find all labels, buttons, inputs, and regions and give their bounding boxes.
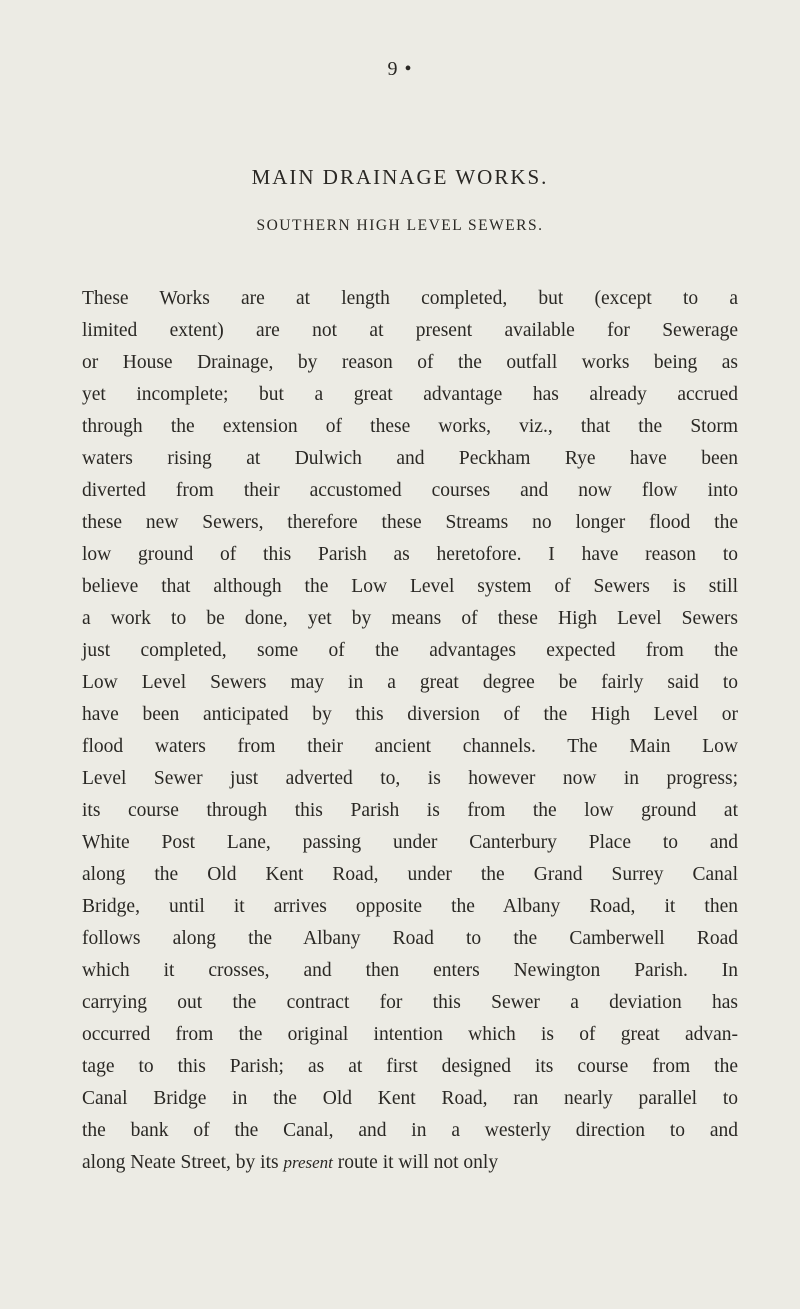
text-line: limited extent) are not at present available for Sewerage [82,320,738,341]
text-line: diverted from their accustomed courses and now flow into [82,480,738,501]
emphasis-present: present [283,1153,333,1172]
text-line: believe that although the Low Level system of Sewers is still [82,576,738,597]
page-title: MAIN DRAINAGE WORKS. [251,165,549,189]
text-line: low ground of this Parish as heretofore. I have reason to [82,544,738,565]
text-line: or House Drainage, by reason of the outfall works being as [82,352,738,373]
text-line: Low Level Sewers may in a great degree be fairly said to [82,672,738,693]
page-subtitle: SOUTHERN HIGH LEVEL SEWERS. [256,217,544,234]
final-line-before: along Neate Street, by its [82,1152,279,1173]
final-line-after: route it will not only [337,1152,499,1173]
text-line: Canal Bridge in the Old Kent Road, ran nearly parallel to [82,1088,738,1109]
text-line: just completed, some of the advantages expected from the [82,640,738,661]
page-number: 9 • [387,58,413,80]
text-line: have been anticipated by this diversion of the High Level or [82,704,738,725]
text-line: follows along the Albany Road to the Camberwell Road [82,928,738,949]
text-line: the bank of the Canal, and in a westerly direction to and [82,1120,738,1141]
text-line: tage to this Parish; as at first designed its course from the [82,1056,738,1077]
text-line: these new Sewers, therefore these Streams no longer flood the [82,512,738,533]
text-line: These Works are at length completed, but (except to a [82,288,738,309]
text-line: waters rising at Dulwich and Peckham Rye have been [82,448,738,469]
text-line: a work to be done, yet by means of these High Level Sewers [82,608,738,629]
text-line: flood waters from their ancient channels. The Main Low [82,736,738,757]
text-line: its course through this Parish is from the low ground at [82,800,738,821]
text-line: occurred from the original intention which is of great advan- [82,1024,738,1045]
text-line: White Post Lane, passing under Canterbury Place to and [82,832,738,853]
text-line: through the extension of these works, viz., that the Storm [82,416,738,437]
text-line: carrying out the contract for this Sewer a deviation has [82,992,738,1013]
text-line: yet incomplete; but a great advantage has already accrued [82,384,738,405]
text-line-final [82,1147,738,1179]
text-line: which it crosses, and then enters Newington Parish. In [82,960,738,981]
text-line: Level Sewer just adverted to, is however now in progress; [82,768,738,789]
text-line: along the Old Kent Road, under the Grand Surrey Canal [82,864,738,885]
body-paragraph [82,283,738,1179]
text-line: Bridge, until it arrives opposite the Albany Road, it then [82,896,738,917]
